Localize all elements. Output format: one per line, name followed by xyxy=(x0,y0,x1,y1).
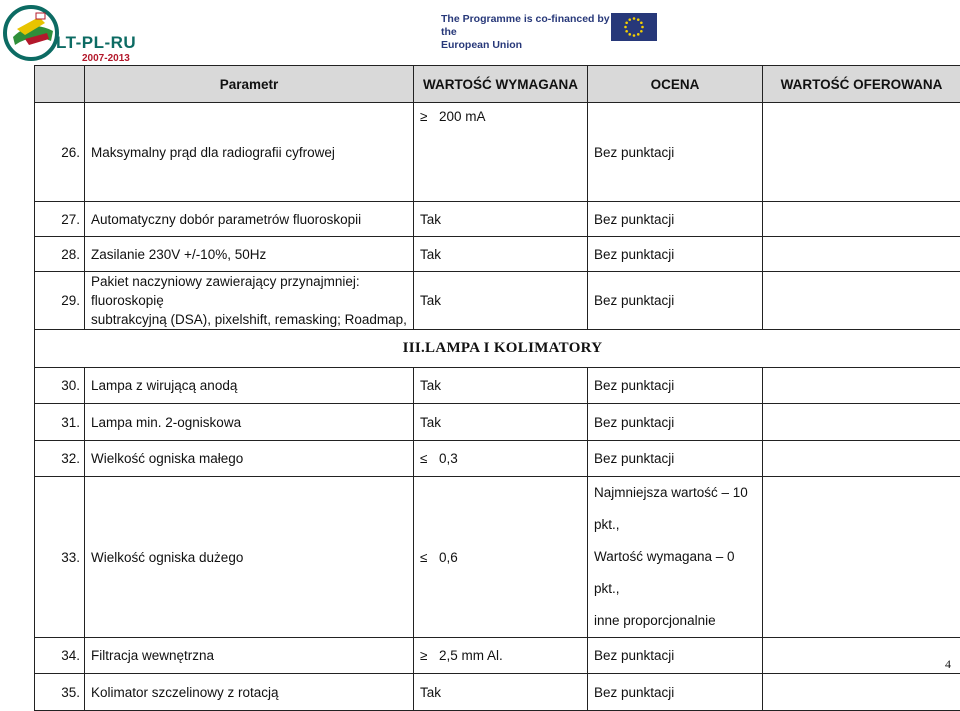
table-row xyxy=(35,202,960,237)
eu-star xyxy=(633,34,636,37)
eu-star xyxy=(633,17,636,20)
row-value-prefix: ≤ xyxy=(420,451,433,466)
row-number: 29. xyxy=(35,272,85,330)
table-row xyxy=(35,404,960,441)
row-ocena: Bez punktacji xyxy=(588,202,763,237)
table-row xyxy=(35,674,960,711)
row-wartosc-oferowana[interactable] xyxy=(763,404,960,441)
eu-line-1: The Programme is co-financed by the xyxy=(441,13,611,39)
row-value-prefix: ≥ xyxy=(420,109,433,124)
eu-star xyxy=(640,21,643,24)
eu-star xyxy=(628,18,631,21)
table-row xyxy=(35,237,960,272)
row-wartosc-wymagana xyxy=(414,103,588,202)
row-parametr: Wielkość ogniska dużego xyxy=(85,477,414,638)
row-ocena: Bez punktacji xyxy=(588,237,763,272)
row-ocena: Bez punktacji xyxy=(588,441,763,477)
row-wartosc-oferowana[interactable] xyxy=(763,202,960,237)
logo-years: 2007-2013 xyxy=(82,53,130,64)
eu-star xyxy=(625,30,628,33)
row-number: 27. xyxy=(35,202,85,237)
header-parametr: Parametr xyxy=(85,66,414,103)
table-row xyxy=(35,441,960,477)
section-heading: III.LAMPA I KOLIMATORY xyxy=(35,330,960,368)
row-value: 0,3 xyxy=(439,451,458,466)
row-ocena: Bez punktacji xyxy=(588,638,763,674)
row-parametr: Zasilanie 230V +/-10%, 50Hz xyxy=(85,237,414,272)
row-ocena: Bez punktacji xyxy=(588,674,763,711)
table-row xyxy=(35,272,960,330)
row-number: 28. xyxy=(35,237,85,272)
eu-line-2: European Union xyxy=(441,39,611,52)
row-wartosc-oferowana[interactable] xyxy=(763,674,960,711)
specification-table xyxy=(34,65,960,711)
row-wartosc-wymagana xyxy=(414,638,588,674)
row-parametr: Wielkość ogniska małego xyxy=(85,441,414,477)
row-parametr: Lampa min. 2-ogniskowa xyxy=(85,404,414,441)
eu-star xyxy=(637,33,640,36)
row-parametr-line-1: Pakiet naczyniowy zawierający przynajmniej: fluoroskopię xyxy=(91,272,407,310)
row-wartosc-oferowana[interactable] xyxy=(763,368,960,404)
row-wartosc-oferowana[interactable] xyxy=(763,638,960,674)
eu-flag-icon xyxy=(611,13,657,41)
row-number: 26. xyxy=(35,103,85,202)
ocena-line-3: inne proporcjonalnie xyxy=(594,605,756,637)
row-number: 32. xyxy=(35,441,85,477)
row-ocena xyxy=(588,477,763,638)
row-value-prefix: ≤ xyxy=(420,550,433,565)
logo-title: LT-PL-RU xyxy=(56,33,136,53)
page-number: 4 xyxy=(945,657,951,672)
row-wartosc-oferowana[interactable] xyxy=(763,237,960,272)
row-ocena: Bez punktacji xyxy=(588,272,763,330)
eu-star xyxy=(637,18,640,21)
row-wartosc-wymagana: Tak xyxy=(414,202,588,237)
row-parametr: Lampa z wirującą anodą xyxy=(85,368,414,404)
row-number: 35. xyxy=(35,674,85,711)
row-wartosc-oferowana[interactable] xyxy=(763,477,960,638)
row-wartosc-wymagana: Tak xyxy=(414,368,588,404)
row-value: 2,5 mm Al. xyxy=(439,648,503,663)
row-parametr xyxy=(85,272,414,330)
header-ocena: OCENA xyxy=(588,66,763,103)
row-parametr: Kolimator szczelinowy z rotacją xyxy=(85,674,414,711)
row-parametr: Maksymalny prąd dla radiografii cyfrowej xyxy=(85,103,414,202)
eu-cofinance-text xyxy=(441,13,611,52)
header-wartosc-wymagana: WARTOŚĆ WYMAGANA xyxy=(414,66,588,103)
row-value-prefix: ≥ xyxy=(420,648,433,663)
row-parametr: Automatyczny dobór parametrów fluoroskopii xyxy=(85,202,414,237)
eu-star xyxy=(640,30,643,33)
eu-star xyxy=(641,26,644,29)
row-wartosc-wymagana xyxy=(414,441,588,477)
header-wartosc-oferowana: WARTOŚĆ OFEROWANA xyxy=(763,66,960,103)
row-wartosc-oferowana[interactable] xyxy=(763,103,960,202)
row-ocena: Bez punktacji xyxy=(588,103,763,202)
row-wartosc-wymagana: Tak xyxy=(414,674,588,711)
table-row xyxy=(35,477,960,638)
ocena-line-2: Wartość wymagana – 0 pkt., xyxy=(594,541,756,605)
row-wartosc-wymagana: Tak xyxy=(414,237,588,272)
row-number: 34. xyxy=(35,638,85,674)
table-header-row xyxy=(35,66,960,103)
row-number: 33. xyxy=(35,477,85,638)
row-parametr-line-2: subtrakcyjną (DSA), pixelshift, remasking; Roadmap, xyxy=(91,310,407,329)
section-heading-row xyxy=(35,330,960,368)
row-wartosc-oferowana[interactable] xyxy=(763,272,960,330)
row-wartosc-oferowana[interactable] xyxy=(763,441,960,477)
row-ocena: Bez punktacji xyxy=(588,404,763,441)
eu-star xyxy=(628,33,631,36)
table-row xyxy=(35,103,960,202)
row-wartosc-wymagana: Tak xyxy=(414,272,588,330)
row-wartosc-wymagana: Tak xyxy=(414,404,588,441)
row-parametr: Filtracja wewnętrzna xyxy=(85,638,414,674)
ocena-line-1: Najmniejsza wartość – 10 pkt., xyxy=(594,477,756,541)
row-wartosc-wymagana xyxy=(414,477,588,638)
row-number: 31. xyxy=(35,404,85,441)
table-row xyxy=(35,368,960,404)
row-value: 0,6 xyxy=(439,550,458,565)
row-number: 30. xyxy=(35,368,85,404)
row-value: 200 mA xyxy=(439,109,486,124)
eu-star xyxy=(624,26,627,29)
row-ocena: Bez punktacji xyxy=(588,368,763,404)
table-row xyxy=(35,638,960,674)
header-num xyxy=(35,66,85,103)
eu-star xyxy=(625,21,628,24)
